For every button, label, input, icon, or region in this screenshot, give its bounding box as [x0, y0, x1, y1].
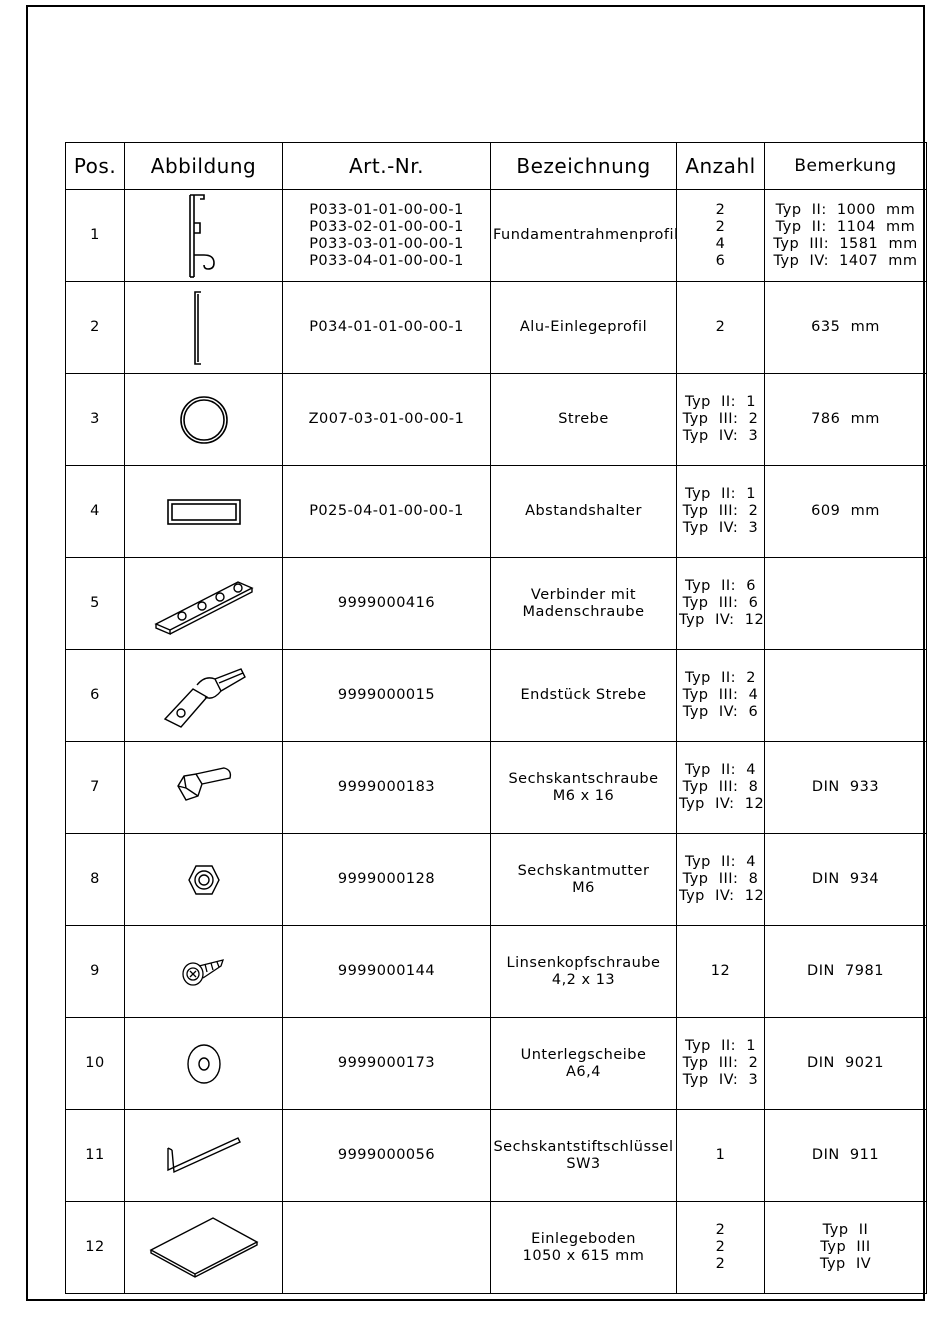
- cell-bezeichnung: [491, 282, 677, 374]
- cell-anzahl: [677, 742, 765, 834]
- profile-frame-icon: [174, 193, 234, 279]
- cell-art-nr-line: P033-03-01-00-00-1: [309, 235, 464, 252]
- header-pos: Pos.: [66, 143, 125, 190]
- cell-bezeichnung: [491, 466, 677, 558]
- cell-anzahl: [677, 650, 765, 742]
- cell-bemerkung: [765, 190, 927, 282]
- cell-art-nr: [283, 1018, 491, 1110]
- cell-anzahl: [677, 190, 765, 282]
- cell-bemerkung-line: 609 mm: [811, 503, 880, 519]
- cell-bezeichnung-line: M6 x 16: [552, 787, 615, 804]
- cell-art-nr-line: 9999000416: [337, 595, 436, 611]
- cell-bemerkung: [765, 650, 927, 742]
- cell-bemerkung: [765, 742, 927, 834]
- header-bezeichnung: Bezeichnung: [491, 143, 677, 190]
- cell-anzahl-line: Typ IV: 3: [682, 520, 759, 536]
- cell-anzahl-line: Typ II: 6: [685, 578, 756, 594]
- cell-anzahl-line: 2: [715, 319, 726, 335]
- header-abbildung: Abbildung: [125, 143, 283, 190]
- cell-bemerkung: [765, 1110, 927, 1202]
- cell-anzahl: [677, 282, 765, 374]
- cell-anzahl: [677, 558, 765, 650]
- hex-nut-icon: [186, 862, 222, 898]
- cell-anzahl: [677, 834, 765, 926]
- cell-bezeichnung-line: Abstandshalter: [525, 503, 642, 519]
- cell-bezeichnung-line: Strebe: [558, 411, 609, 427]
- cell-anzahl-line: 12: [710, 963, 731, 979]
- cell-art-nr-line: P034-01-01-00-00-1: [309, 319, 464, 335]
- cell-abbildung: [125, 558, 283, 650]
- cell-bemerkung-line: 635 mm: [811, 319, 880, 335]
- hex-key-icon: [164, 1136, 244, 1176]
- cell-anzahl-line: Typ III: 4: [682, 687, 759, 703]
- cell-bezeichnung-line: Linsenkopfschraube: [506, 954, 661, 971]
- cell-bezeichnung: [491, 742, 677, 834]
- cell-anzahl-line: 2: [715, 1239, 726, 1255]
- cell-abbildung: [125, 926, 283, 1018]
- cell-pos: 3: [66, 374, 125, 466]
- cell-abbildung: [125, 1202, 283, 1294]
- table-row: [66, 374, 927, 466]
- cell-anzahl: [677, 374, 765, 466]
- cell-art-nr-line: Z007-03-01-00-00-1: [308, 411, 465, 427]
- cell-art-nr: [283, 282, 491, 374]
- strut-tube-icon: [178, 394, 230, 446]
- cell-bemerkung-line: DIN 7981: [807, 963, 884, 979]
- cell-bezeichnung: [491, 558, 677, 650]
- cell-pos: 2: [66, 282, 125, 374]
- cell-anzahl-line: Typ IV: 12: [679, 888, 765, 904]
- table-row: [66, 1202, 927, 1294]
- cell-bemerkung: [765, 1018, 927, 1110]
- cell-bemerkung: [765, 374, 927, 466]
- cell-pos: 7: [66, 742, 125, 834]
- cell-anzahl-line: 4: [715, 235, 726, 252]
- cell-art-nr-line: P033-04-01-00-00-1: [309, 252, 464, 269]
- cell-anzahl-line: Typ III: 2: [682, 503, 759, 519]
- cell-bemerkung-line: Typ IV: 1407 mm: [773, 252, 918, 269]
- cell-abbildung: [125, 374, 283, 466]
- cell-anzahl-line: Typ II: 1: [685, 1038, 756, 1054]
- cell-anzahl-line: 2: [715, 201, 726, 218]
- table-row: [66, 650, 927, 742]
- cell-bezeichnung-line: Endstück Strebe: [520, 687, 647, 703]
- cell-bemerkung-line: Typ IV: [819, 1256, 872, 1272]
- table-row: [66, 558, 927, 650]
- cell-bemerkung: [765, 282, 927, 374]
- cell-bezeichnung-line: 4,2 x 13: [551, 971, 616, 988]
- cell-anzahl: [677, 466, 765, 558]
- cell-anzahl-line: Typ II: 4: [685, 762, 756, 778]
- cell-anzahl-line: Typ II: 1: [685, 394, 756, 410]
- cell-anzahl-line: Typ IV: 12: [679, 796, 765, 812]
- header-bemerkung: Bemerkung: [765, 143, 927, 190]
- table-row: [66, 1018, 927, 1110]
- connector-plate-icon: [152, 572, 256, 636]
- table-row: [66, 466, 927, 558]
- cell-anzahl-line: 2: [715, 218, 726, 235]
- cell-bezeichnung: [491, 1110, 677, 1202]
- cell-anzahl-line: 6: [715, 252, 726, 269]
- cell-bezeichnung: [491, 190, 677, 282]
- spacer-icon: [166, 498, 242, 526]
- cell-art-nr: [283, 466, 491, 558]
- table-header-row: [66, 143, 927, 190]
- cell-abbildung: [125, 1110, 283, 1202]
- cell-bezeichnung-line: Sechskantmutter: [517, 862, 650, 879]
- cell-anzahl: [677, 1202, 765, 1294]
- cell-bezeichnung-line: SW3: [566, 1155, 601, 1172]
- cell-abbildung: [125, 190, 283, 282]
- cell-bemerkung: [765, 1202, 927, 1294]
- cell-bemerkung: [765, 466, 927, 558]
- cell-abbildung: [125, 1018, 283, 1110]
- cell-bemerkung-line: DIN 9021: [807, 1055, 884, 1071]
- cell-art-nr-line: 9999000056: [337, 1147, 436, 1163]
- cell-art-nr-line: 9999000183: [337, 779, 436, 795]
- cell-pos: 5: [66, 558, 125, 650]
- cell-anzahl-line: Typ III: 8: [682, 779, 759, 795]
- cell-abbildung: [125, 466, 283, 558]
- cell-art-nr: [283, 190, 491, 282]
- cell-anzahl-line: 1: [715, 1147, 726, 1163]
- table-row: [66, 282, 927, 374]
- cell-anzahl-line: Typ IV: 6: [682, 704, 759, 720]
- cell-art-nr-line: P033-01-01-00-00-1: [309, 201, 464, 218]
- cell-bemerkung-line: Typ II: 1000 mm: [775, 201, 916, 218]
- parts-list-table: [65, 142, 927, 1294]
- cell-anzahl-line: Typ III: 2: [682, 1055, 759, 1071]
- cell-art-nr-line: 9999000144: [337, 963, 436, 979]
- cell-art-nr-line: 9999000128: [337, 871, 436, 887]
- cell-art-nr-line: 9999000015: [337, 687, 436, 703]
- cell-bezeichnung: [491, 650, 677, 742]
- cell-art-nr: [283, 926, 491, 1018]
- cell-bezeichnung: [491, 1018, 677, 1110]
- cell-bemerkung-line: Typ III: 1581 mm: [773, 235, 918, 252]
- cell-bemerkung: [765, 558, 927, 650]
- cell-art-nr-line: P025-04-01-00-00-1: [309, 503, 464, 519]
- cell-art-nr: [283, 374, 491, 466]
- cell-bemerkung-line: Typ II: [822, 1222, 869, 1238]
- cell-bezeichnung: [491, 926, 677, 1018]
- cell-anzahl: [677, 1018, 765, 1110]
- cell-bezeichnung-line: Einlegeboden: [531, 1230, 636, 1247]
- cell-pos: 12: [66, 1202, 125, 1294]
- pan-head-screw-icon: [179, 954, 229, 990]
- table-row: [66, 926, 927, 1018]
- cell-bezeichnung-line: Sechskantstiftschlüssel: [493, 1138, 674, 1155]
- cell-bezeichnung-line: Verbinder mit: [530, 586, 637, 603]
- cell-anzahl-line: 2: [715, 1256, 726, 1272]
- cell-anzahl-line: Typ II: 1: [685, 486, 756, 502]
- cell-bemerkung-line: 786 mm: [811, 411, 880, 427]
- cell-anzahl-line: Typ II: 4: [685, 854, 756, 870]
- cell-bemerkung-line: Typ II: 1104 mm: [775, 218, 916, 235]
- washer-icon: [184, 1042, 224, 1086]
- cell-bezeichnung-line: M6: [572, 879, 595, 896]
- cell-art-nr-line: P033-02-01-00-00-1: [309, 218, 464, 235]
- cell-art-nr: [283, 558, 491, 650]
- cell-bezeichnung: [491, 1202, 677, 1294]
- cell-pos: 11: [66, 1110, 125, 1202]
- cell-bemerkung-line: DIN 934: [811, 871, 880, 887]
- cell-bezeichnung-line: Madenschraube: [522, 603, 645, 620]
- cell-bemerkung: [765, 834, 927, 926]
- alu-insert-profile-icon: [189, 290, 219, 366]
- table-row: [66, 1110, 927, 1202]
- cell-bezeichnung-line: 1050 x 615 mm: [522, 1247, 645, 1264]
- hex-bolt-icon: [172, 764, 236, 812]
- cell-art-nr-line: 9999000173: [337, 1055, 436, 1071]
- cell-bezeichnung-line: Sechskantschraube: [508, 770, 659, 787]
- cell-anzahl-line: Typ IV: 3: [682, 1072, 759, 1088]
- cell-pos: 10: [66, 1018, 125, 1110]
- cell-bezeichnung-line: Alu-Einlegeprofil: [519, 319, 648, 335]
- cell-anzahl-line: Typ II: 2: [685, 670, 756, 686]
- cell-bezeichnung-line: Fundamentrahmenprofil: [493, 227, 679, 243]
- table-row: [66, 834, 927, 926]
- cell-pos: 8: [66, 834, 125, 926]
- cell-anzahl-line: Typ IV: 3: [682, 428, 759, 444]
- cell-pos: 4: [66, 466, 125, 558]
- cell-pos: 1: [66, 190, 125, 282]
- cell-abbildung: [125, 650, 283, 742]
- header-anzahl: Anzahl: [677, 143, 765, 190]
- cell-bezeichnung: [491, 374, 677, 466]
- cell-abbildung: [125, 742, 283, 834]
- shelf-board-icon: [147, 1216, 261, 1280]
- cell-art-nr: [283, 1110, 491, 1202]
- cell-abbildung: [125, 834, 283, 926]
- strut-end-piece-icon: [159, 661, 249, 731]
- cell-art-nr: [283, 650, 491, 742]
- cell-abbildung: [125, 282, 283, 374]
- table-row: [66, 742, 927, 834]
- cell-art-nr: [283, 834, 491, 926]
- cell-bemerkung-line: DIN 933: [811, 779, 880, 795]
- cell-bezeichnung-line: A6,4: [566, 1063, 601, 1080]
- cell-bemerkung: [765, 926, 927, 1018]
- table-row: [66, 190, 927, 282]
- cell-bezeichnung: [491, 834, 677, 926]
- cell-anzahl: [677, 1110, 765, 1202]
- cell-anzahl-line: Typ III: 2: [682, 411, 759, 427]
- cell-bemerkung-line: DIN 911: [811, 1147, 880, 1163]
- cell-anzahl-line: 2: [715, 1222, 726, 1238]
- header-art-nr: Art.-Nr.: [283, 143, 491, 190]
- cell-anzahl-line: Typ III: 6: [682, 595, 759, 611]
- cell-bemerkung-line: Typ III: [820, 1239, 871, 1255]
- cell-pos: 6: [66, 650, 125, 742]
- cell-art-nr: [283, 742, 491, 834]
- cell-anzahl: [677, 926, 765, 1018]
- cell-anzahl-line: Typ IV: 12: [679, 612, 765, 628]
- cell-art-nr: [283, 1202, 491, 1294]
- cell-pos: 9: [66, 926, 125, 1018]
- cell-bezeichnung-line: Unterlegscheibe: [520, 1046, 647, 1063]
- cell-anzahl-line: Typ III: 8: [682, 871, 759, 887]
